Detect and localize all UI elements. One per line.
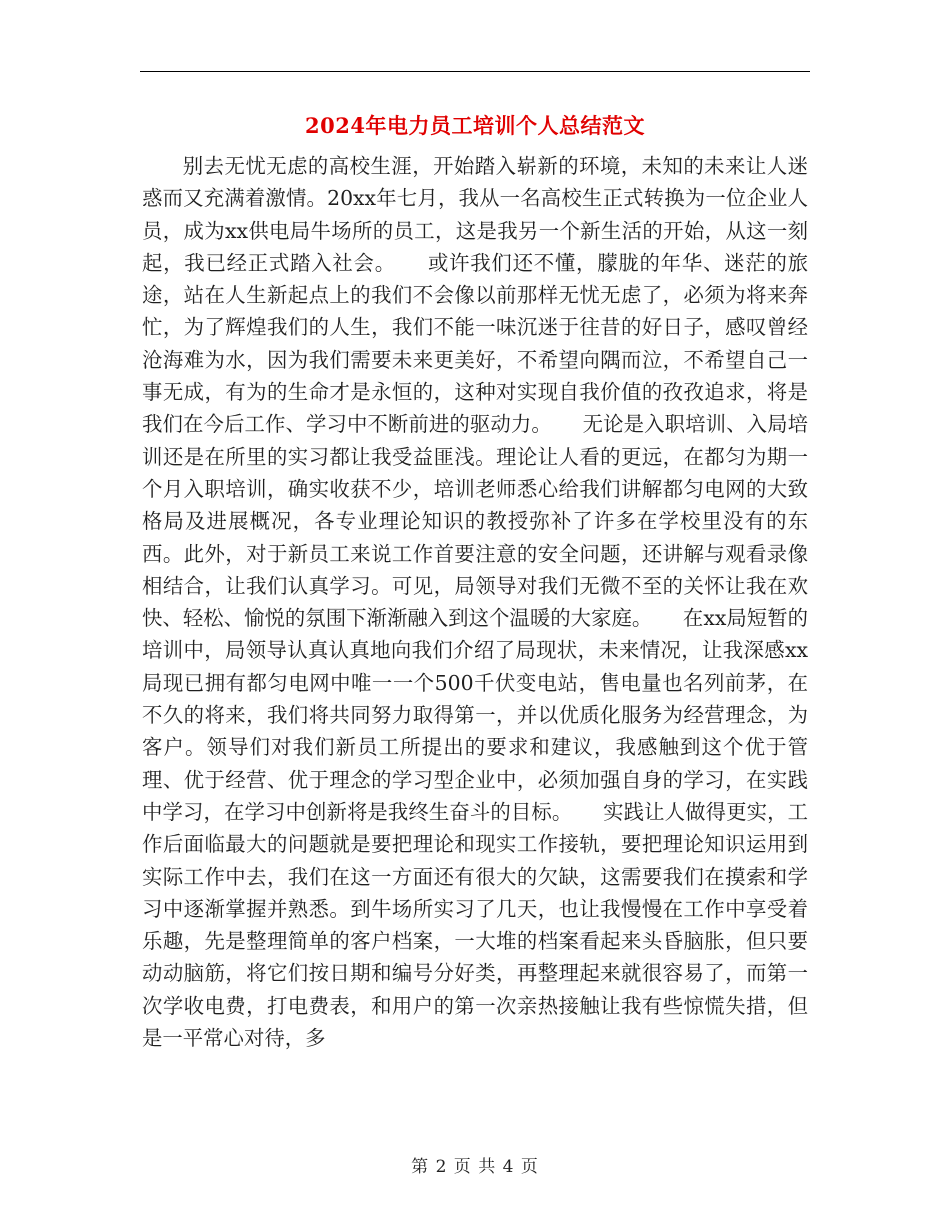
body-paragraph: 别去无忧无虑的高校生涯，开始踏入崭新的环境，未知的未来让人迷惑而又充满着激情。20xx年七月，我从一名高校生正式转换为一位企业人员，成为xx供电局牛场所的员工，这是我另一个新生活的开始，从这一刻起，我已经正式踏入社会。 或许我们还不懂，朦胧的年华、迷茫的旅途，站在人生新起点上的我们不会像以前那样无忧无虑了，必须为将来奔忙，为了辉煌我们的人生，我们不能一味沉迷于往昔的好日子，感叹曾经沧海难为水，因为我们需要未来更美好，不希望向隅而泣，不希望自己一事无成，有为的生命才是永恒的，这种对实现自我价值的孜孜追求，将是我们在今后工作、学习中不断前进的驱动力。 无论是入职培训、入局培训还是在所里的实习都让我受益匪浅。理论让人看的更远，在都匀为期一个月入职培训，确实收获不少，培训老师悉心给我们讲解都匀电网的大致格局及进展概况，各专业理论知识的教授弥补了许多在学校里没有的东西。此外，对于新员工来说工作首要注意的安全问题，还讲解与观看录像相结合，让我们认真学习。可见，局领导对我们无微不至的关怀让我在欢快、轻松、愉悦的氛围下渐渐融入到这个温暖的大家庭。 在xx局短暂的培训中，局领导认真认真地向我们介绍了局现状，未来情况，让我深感xx局现已拥有都匀电网中唯一一个500千伏变电站，售电量也名列前茅，在不久的将来，我们将共同努力取得第一，并以优质化服务为经营理念，为客户。领导们对我们新员工所提出的要求和建议，我感触到这个优于管理、优于经营、优于理念的学习型企业中，必须加强自身的学习，在实践中学习，在学习中创新将是我终生奋斗的目标。 实践让人做得更实，工作后面临最大的问题就是要把理论和现实工作接轨，要把理论知识运用到实际工作中去，我们在这一方面还有很大的欠缺，这需要我们在摸索和学习中逐渐掌握并熟悉。到牛场所实习了几天，也让我慢慢在工作中享受着乐趣，先是整理简单的客户档案，一大堆的档案看起来头昏脑胀，但只要动动脑筋，将它们按日期和编号分好类，再整理起来就很容易了，而第一次学收电费，打电费表，和用户的第一次亲热接触让我有些惊慌失措，但是一平常心对待，多 — [142, 154, 808, 1051]
document-body — [142, 150, 808, 1054]
document-title: 2024年电力员工培训个人总结范文 — [305, 113, 645, 138]
header-rule — [140, 71, 810, 72]
page-number: 第 2 页 共 4 页 — [411, 1157, 539, 1177]
